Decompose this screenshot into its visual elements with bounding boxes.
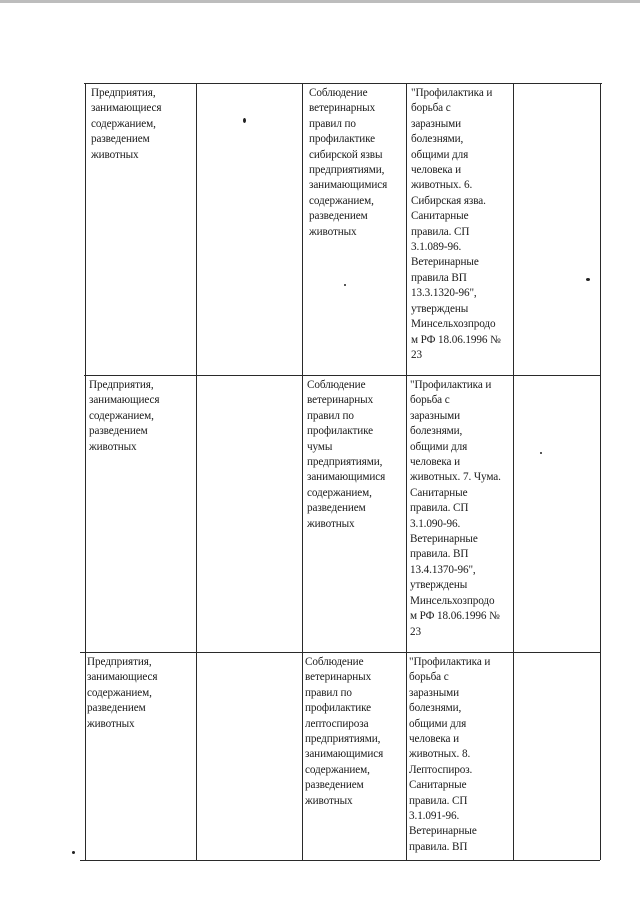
table-rule-col-2 (196, 83, 197, 860)
row-1-regulation: "Профилактика и борьба с заразными болезнями, общими для человека и животных. 6. Сибирская язва. Санитарные правила. СП 3.1.089-96. Ветеринарные правила ВП 13.3.1320-96", утверждены Минсельхозпродо м РФ 18.06.1996 № 23 (411, 87, 501, 361)
row-1-requirement: Соблюдение ветеринарных правил по профилактике сибирской язвы предприятиями, занимающимися содержанием, разведением животных (309, 87, 388, 238)
table-rule-col-3 (302, 83, 303, 860)
table-rule-col-4 (406, 83, 407, 860)
table-rule-top (84, 83, 602, 84)
row-2-organization: Предприятия, занимающиеся содержанием, разведением животных (89, 379, 160, 453)
scan-speck (540, 452, 542, 454)
scan-speck (243, 118, 246, 123)
table-rule-bottom (80, 860, 600, 861)
row-2-regulation: "Профилактика и борьба с заразными болезнями, общими для человека и животных. 7. Чума. Санитарные правила. СП 3.1.090-96. Ветеринарные правила. ВП 13.4.1370-96", утверждены Минсельхозпродо м РФ 18.06.1996 № 23 (410, 379, 501, 638)
row-3-regulation: "Профилактика и борьба с заразными болезнями, общими для человека и животных. 8. Лептоспироз. Санитарные правила. СП 3.1.091-96. Ветеринарные правила. ВП (409, 656, 491, 853)
scan-speck (586, 278, 590, 281)
table-rule-row-2 (80, 652, 600, 653)
row-2-requirement: Соблюдение ветеринарных правил по профилактике чумы предприятиями, занимающимися содержанием, разведением животных (307, 379, 386, 530)
scan-speck (344, 284, 346, 286)
table-rule-right (600, 83, 601, 860)
scan-speck (72, 851, 75, 854)
table-rule-row-1 (84, 375, 600, 376)
row-1-organization: Предприятия, занимающиеся содержанием, разведением животных (91, 87, 162, 161)
table-rule-col-5 (513, 83, 514, 860)
scan-top-edge (0, 0, 640, 3)
table-rule-left (85, 83, 86, 860)
row-3-requirement: Соблюдение ветеринарных правил по профилактике лептоспироза предприятиями, занимающимися содержанием, разведением животных (305, 656, 384, 807)
row-3-organization: Предприятия, занимающиеся содержанием, разведением животных (87, 656, 158, 730)
